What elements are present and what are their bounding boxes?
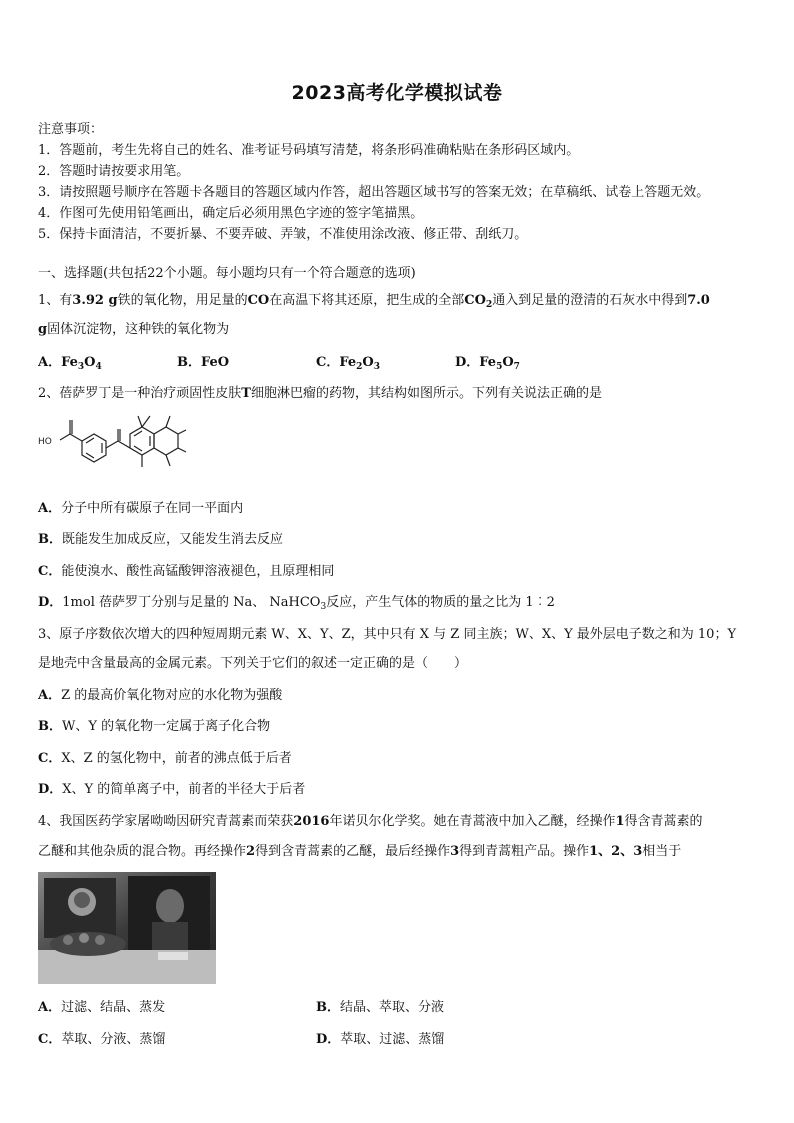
notice-item-1: 1．答题前，考生先将自己的姓名、准考证号码填写清楚，将条形码准确粘贴在条形码区域内。 xyxy=(38,143,580,158)
q3-option-c: C．X、Z 的氢化物中，前者的沸点低于后者 xyxy=(38,751,292,766)
q1-stem-line1: 1、有3.92 g铁的氧化物，用足量的CO在高温下将其还原，把生成的全部$CO_2$通入到足量的澄清的石灰水中得到7.0 xyxy=(38,293,710,310)
q1-option-b: B．FeO xyxy=(177,355,230,370)
q2-option-b: B．既能发生加成反应，又能发生消去反应 xyxy=(38,532,284,547)
tu-youyou-photo xyxy=(38,872,216,984)
q4-stem-line1: 4、我国医药学家屠呦呦因研究青蒿素而荣获2016年诺贝尔化学奖。她在青蒿液中加入乙醚，经操作1得含青蒿素的 xyxy=(38,814,703,829)
q2-option-a: A．分子中所有碳原子在同一平面内 xyxy=(38,501,244,516)
q1-option-c: C．$Fe_2O_3$ xyxy=(316,355,381,372)
notice-item-4: 4．作图可先使用铅笔画出，确定后必须用黑色字迹的签字笔描黑。 xyxy=(38,206,424,221)
notice-item-5: 5．保持卡面清洁，不要折暴、不要弄破、弄皱，不准使用涂改液、修正带、刮纸刀。 xyxy=(38,227,528,242)
q3-stem-line2: 是地壳中含量最高的金属元素。下列关于它们的叙述一定正确的是（ ） xyxy=(38,656,468,671)
q3-option-b: B．W、Y 的氧化物一定属于离子化合物 xyxy=(38,719,271,734)
q4-option-a: A．过滤、结晶、蒸发 xyxy=(38,1000,166,1015)
bexarotene-structure-diagram xyxy=(38,412,188,474)
q1-option-d: D．$Fe_5O_7$ xyxy=(455,355,520,372)
q3-option-a: A．Z 的最高价氧化物对应的水化物为强酸 xyxy=(38,688,283,703)
q1-option-a: A．$Fe_3O_4$ xyxy=(38,355,102,372)
page-title: 2023高考化学模拟试卷 xyxy=(291,82,503,104)
q2-option-d: D．1mol 蓓萨罗丁分别与足量的 Na、 NaHCO$_3$反应，产生气体的物质的量之比为 1︰2 xyxy=(38,595,555,612)
q4-stem-line2: 乙醚和其他杂质的混合物。再经操作2得到含青蒿素的乙醚，最后经操作3得到青蒿粗产品。操作1、2、3相当于 xyxy=(38,844,682,859)
q4-option-b: B．结晶、萃取、分液 xyxy=(316,1000,445,1015)
q1-stem-line2: g固体沉淀物，这种铁的氧化物为 xyxy=(38,322,230,337)
q3-option-d: D．X、Y 的简单离子中，前者的半径大于后者 xyxy=(38,782,306,797)
q3-stem-line1: 3、原子序数依次增大的四种短周期元素 W、X、Y、Z，其中只有 X 与 Z 同主族；W、X、Y 最外层电子数之和为 10；Y xyxy=(38,627,737,642)
notice-heading: 注意事项： xyxy=(38,122,104,137)
q4-option-d: D．萃取、过滤、蒸馏 xyxy=(316,1032,445,1047)
notice-item-3: 3．请按照题号顺序在答题卡各题目的答题区域内作答，超出答题区域书写的答案无效；在草稿纸、试卷上答题无效。 xyxy=(38,185,710,200)
hydroxyl-label: HO xyxy=(38,437,52,447)
q2-option-c: C．能使溴水、酸性高锰酸钾溶液褪色，且原理相同 xyxy=(38,564,335,579)
q2-stem: 2、蓓萨罗丁是一种治疗顽固性皮肤T细胞淋巴瘤的药物，其结构如图所示。下列有关说法正确的是 xyxy=(38,386,602,401)
notice-item-2: 2．答题时请按要求用笔。 xyxy=(38,164,190,179)
section-heading: 一、选择题(共包括22个小题。每小题均只有一个符合题意的选项) xyxy=(38,266,416,281)
q4-option-c: C．萃取、分液、蒸馏 xyxy=(38,1032,166,1047)
